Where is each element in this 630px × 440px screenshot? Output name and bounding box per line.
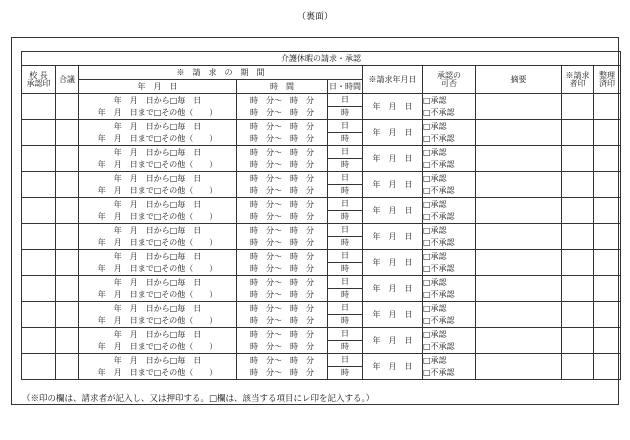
table-row — [22, 302, 621, 315]
consultation-cell[interactable] — [56, 302, 79, 328]
approval-cell[interactable] — [423, 224, 476, 250]
period-time-cell[interactable] — [237, 354, 328, 380]
summary-cell[interactable] — [476, 224, 562, 250]
time-line: 時 分～ 時 分 — [250, 95, 314, 105]
period-date-cell[interactable] — [79, 354, 237, 380]
record-seal-cell[interactable] — [594, 120, 621, 146]
table-row — [22, 224, 621, 237]
time-line: 時 分～ 時 分 — [250, 277, 314, 287]
request-date-cell[interactable]: 年 月 日 — [363, 94, 423, 120]
hour-unit-cell[interactable]: 時 — [328, 237, 363, 250]
principal-seal-cell[interactable] — [22, 120, 56, 146]
approval-cell[interactable] — [423, 172, 476, 198]
summary-cell[interactable] — [476, 354, 562, 380]
reject-checkbox[interactable]: □不承認 — [423, 211, 455, 221]
time-line: 時 分～ 時 分 — [250, 133, 314, 143]
reject-checkbox[interactable]: □不承認 — [423, 341, 455, 351]
consultation-cell[interactable] — [56, 94, 79, 120]
summary-cell[interactable] — [476, 276, 562, 302]
period-time-cell[interactable] — [237, 120, 328, 146]
period-date-cell[interactable] — [79, 94, 237, 120]
leave-request-table — [21, 51, 621, 380]
time-line: 時 分～ 時 分 — [250, 251, 314, 261]
consultation-cell[interactable] — [56, 120, 79, 146]
date-from-line: 年 月 日から□毎 日 — [113, 303, 202, 313]
day-unit-cell[interactable]: 日 — [328, 250, 363, 263]
date-from-line: 年 月 日から□毎 日 — [113, 95, 202, 105]
request-date-header: ※請求年月日 — [363, 66, 423, 94]
date-from-line: 年 月 日から□毎 日 — [113, 225, 202, 235]
requester-seal-cell[interactable] — [562, 224, 594, 250]
summary-cell[interactable] — [476, 250, 562, 276]
table-row — [22, 146, 621, 159]
date-from-line: 年 月 日から□毎 日 — [113, 329, 202, 339]
hour-unit-cell[interactable]: 時 — [328, 315, 363, 328]
date-to-line: 年 月 日まで□その他（ ） — [97, 367, 218, 377]
consultation-cell[interactable] — [56, 172, 79, 198]
approve-checkbox[interactable]: □承認 — [423, 225, 447, 235]
time-subheader: 時 間 — [237, 80, 328, 94]
approve-checkbox[interactable]: □承認 — [423, 355, 447, 365]
principal-seal-cell[interactable] — [22, 224, 56, 250]
date-from-line: 年 月 日から□毎 日 — [113, 147, 202, 157]
requester-seal-header: ※請求 者印 — [562, 66, 594, 94]
record-seal-header: 整理 済印 — [594, 66, 621, 94]
time-line: 時 分～ 時 分 — [250, 355, 314, 365]
request-date-cell[interactable]: 年 月 日 — [363, 276, 423, 302]
request-rows — [22, 94, 621, 380]
time-line: 時 分～ 時 分 — [250, 289, 314, 299]
time-line: 時 分～ 時 分 — [250, 329, 314, 339]
summary-cell[interactable] — [476, 94, 562, 120]
reject-checkbox[interactable]: □不承認 — [423, 315, 455, 325]
reject-checkbox[interactable]: □不承認 — [423, 367, 455, 377]
principal-seal-cell[interactable] — [22, 328, 56, 354]
reject-checkbox[interactable]: □不承認 — [423, 133, 455, 143]
time-line: 時 分～ 時 分 — [250, 315, 314, 325]
day-unit-cell[interactable]: 日 — [328, 302, 363, 315]
time-line: 時 分～ 時 分 — [250, 121, 314, 131]
day-unit-cell[interactable]: 日 — [328, 172, 363, 185]
period-date-cell[interactable] — [79, 302, 237, 328]
approval-cell[interactable] — [423, 198, 476, 224]
period-date-cell[interactable] — [79, 276, 237, 302]
date-to-line: 年 月 日まで□その他（ ） — [97, 133, 218, 143]
requester-seal-cell[interactable] — [562, 328, 594, 354]
time-line: 時 分～ 時 分 — [250, 341, 314, 351]
day-unit-cell[interactable]: 日 — [328, 328, 363, 341]
time-line: 時 分～ 時 分 — [250, 173, 314, 183]
summary-cell[interactable] — [476, 172, 562, 198]
period-time-cell[interactable] — [237, 172, 328, 198]
date-from-line: 年 月 日から□毎 日 — [113, 355, 202, 365]
hour-unit-cell[interactable]: 時 — [328, 185, 363, 198]
consultation-cell[interactable] — [56, 146, 79, 172]
approval-cell[interactable] — [423, 94, 476, 120]
approval-cell[interactable] — [423, 120, 476, 146]
approve-checkbox[interactable]: □承認 — [423, 251, 447, 261]
hour-unit-cell[interactable]: 時 — [328, 367, 363, 380]
date-from-line: 年 月 日から□毎 日 — [113, 277, 202, 287]
date-to-line: 年 月 日まで□その他（ ） — [97, 341, 218, 351]
day-unit-cell[interactable]: 日 — [328, 94, 363, 107]
page-label: （裏面） — [296, 12, 333, 22]
time-line: 時 分～ 時 分 — [250, 211, 314, 221]
date-from-line: 年 月 日から□毎 日 — [113, 199, 202, 209]
hour-unit-cell[interactable]: 時 — [328, 289, 363, 302]
requester-seal-cell[interactable] — [562, 172, 594, 198]
hour-unit-cell[interactable]: 時 — [328, 133, 363, 146]
period-time-cell[interactable] — [237, 328, 328, 354]
table-row — [22, 172, 621, 185]
day-unit-cell[interactable]: 日 — [328, 224, 363, 237]
time-line: 時 分～ 時 分 — [250, 367, 314, 377]
approve-checkbox[interactable]: □承認 — [423, 121, 447, 131]
time-line: 時 分～ 時 分 — [250, 263, 314, 273]
date-from-line: 年 月 日から□毎 日 — [113, 121, 202, 131]
record-seal-cell[interactable] — [594, 198, 621, 224]
summary-cell[interactable] — [476, 146, 562, 172]
period-time-cell[interactable] — [237, 94, 328, 120]
request-date-cell[interactable]: 年 月 日 — [363, 198, 423, 224]
record-seal-cell[interactable] — [594, 94, 621, 120]
principal-seal-cell[interactable] — [22, 354, 56, 380]
period-time-cell[interactable] — [237, 146, 328, 172]
request-date-cell[interactable]: 年 月 日 — [363, 120, 423, 146]
table-row — [22, 354, 621, 367]
principal-seal-cell[interactable] — [22, 172, 56, 198]
period-date-cell[interactable] — [79, 172, 237, 198]
date-to-line: 年 月 日まで□その他（ ） — [97, 237, 218, 247]
date-to-line: 年 月 日まで□その他（ ） — [97, 159, 218, 169]
day-unit-cell[interactable]: 日 — [328, 146, 363, 159]
period-date-cell[interactable] — [79, 328, 237, 354]
request-date-cell[interactable]: 年 月 日 — [363, 328, 423, 354]
period-header: ※ 請 求 の 期 間 — [79, 66, 363, 80]
period-date-cell[interactable] — [79, 224, 237, 250]
summary-cell[interactable] — [476, 198, 562, 224]
hour-unit-cell[interactable]: 時 — [328, 263, 363, 276]
principal-seal-header: 校 長 承認印 — [22, 66, 56, 94]
record-seal-cell[interactable] — [594, 276, 621, 302]
time-line: 時 分～ 時 分 — [250, 225, 314, 235]
requester-seal-cell[interactable] — [562, 354, 594, 380]
record-seal-cell[interactable] — [594, 328, 621, 354]
day-unit-cell[interactable]: 日 — [328, 354, 363, 367]
consultation-cell[interactable] — [56, 224, 79, 250]
summary-cell[interactable] — [476, 328, 562, 354]
approval-header: 承認の 可否 — [423, 66, 476, 94]
requester-seal-cell[interactable] — [562, 250, 594, 276]
hour-unit-cell[interactable]: 時 — [328, 107, 363, 120]
time-line: 時 分～ 時 分 — [250, 107, 314, 117]
requester-seal-cell[interactable] — [562, 120, 594, 146]
footnote: （※印の欄は、請求者が記入し、又は押印する。□欄は、該当する項目にレ印を記入する。） — [22, 394, 375, 404]
time-line: 時 分～ 時 分 — [250, 159, 314, 169]
record-seal-cell[interactable] — [594, 146, 621, 172]
date-to-line: 年 月 日まで□その他（ ） — [97, 211, 218, 221]
period-time-cell[interactable] — [237, 250, 328, 276]
principal-seal-cell[interactable] — [22, 146, 56, 172]
principal-seal-cell[interactable] — [22, 198, 56, 224]
requester-seal-cell[interactable] — [562, 94, 594, 120]
consultation-cell[interactable] — [56, 354, 79, 380]
period-date-cell[interactable] — [79, 198, 237, 224]
summary-header: 摘要 — [476, 66, 562, 94]
date-to-line: 年 月 日まで□その他（ ） — [97, 289, 218, 299]
day-unit-cell[interactable]: 日 — [328, 120, 363, 133]
consultation-cell[interactable] — [56, 276, 79, 302]
request-date-cell[interactable]: 年 月 日 — [363, 302, 423, 328]
request-date-cell[interactable]: 年 月 日 — [363, 224, 423, 250]
principal-seal-cell[interactable] — [22, 302, 56, 328]
requester-seal-cell[interactable] — [562, 302, 594, 328]
table-row — [22, 276, 621, 289]
request-date-cell[interactable]: 年 月 日 — [363, 146, 423, 172]
table-title: 介護休暇の請求・承認 — [22, 52, 621, 66]
date-to-line: 年 月 日まで□その他（ ） — [97, 185, 218, 195]
date-to-line: 年 月 日まで□その他（ ） — [97, 315, 218, 325]
time-line: 時 分～ 時 分 — [250, 185, 314, 195]
request-date-cell[interactable]: 年 月 日 — [363, 172, 423, 198]
reject-checkbox[interactable]: □不承認 — [423, 289, 455, 299]
date-from-line: 年 月 日から□毎 日 — [113, 251, 202, 261]
reject-checkbox[interactable]: □不承認 — [423, 263, 455, 273]
record-seal-cell[interactable] — [594, 250, 621, 276]
approval-cell[interactable] — [423, 250, 476, 276]
period-time-cell[interactable] — [237, 198, 328, 224]
consultation-cell[interactable] — [56, 250, 79, 276]
date-from-line: 年 月 日から□毎 日 — [113, 173, 202, 183]
time-line: 時 分～ 時 分 — [250, 303, 314, 313]
period-date-cell[interactable] — [79, 120, 237, 146]
time-line: 時 分～ 時 分 — [250, 237, 314, 247]
time-line: 時 分～ 時 分 — [250, 147, 314, 157]
date-to-line: 年 月 日まで□その他（ ） — [97, 263, 218, 273]
period-date-cell[interactable] — [79, 146, 237, 172]
approval-cell[interactable] — [423, 302, 476, 328]
time-line: 時 分～ 時 分 — [250, 199, 314, 209]
consultation-cell[interactable] — [56, 198, 79, 224]
requester-seal-cell[interactable] — [562, 276, 594, 302]
day-unit-cell[interactable]: 日 — [328, 198, 363, 211]
table-row — [22, 120, 621, 133]
approve-checkbox[interactable]: □承認 — [423, 199, 447, 209]
hour-unit-cell[interactable]: 時 — [328, 211, 363, 224]
principal-seal-cell[interactable] — [22, 94, 56, 120]
date-to-line: 年 月 日まで□その他（ ） — [97, 107, 218, 117]
summary-cell[interactable] — [476, 302, 562, 328]
date-subheader: 年 月 日 — [79, 80, 237, 94]
request-date-cell[interactable]: 年 月 日 — [363, 250, 423, 276]
period-time-cell[interactable] — [237, 224, 328, 250]
consultation-cell[interactable] — [56, 328, 79, 354]
approve-checkbox[interactable]: □承認 — [423, 303, 447, 313]
approve-checkbox[interactable]: □承認 — [423, 95, 447, 105]
reject-checkbox[interactable]: □不承認 — [423, 185, 455, 195]
hour-unit-cell[interactable]: 時 — [328, 341, 363, 354]
summary-cell[interactable] — [476, 120, 562, 146]
approve-checkbox[interactable]: □承認 — [423, 173, 447, 183]
requester-seal-cell[interactable] — [562, 198, 594, 224]
principal-seal-cell[interactable] — [22, 276, 56, 302]
approve-checkbox[interactable]: □承認 — [423, 329, 447, 339]
reject-checkbox[interactable]: □不承認 — [423, 159, 455, 169]
reject-checkbox[interactable]: □不承認 — [423, 237, 455, 247]
table-row — [22, 94, 621, 107]
principal-seal-cell[interactable] — [22, 250, 56, 276]
period-time-cell[interactable] — [237, 302, 328, 328]
period-time-cell[interactable] — [237, 276, 328, 302]
approval-cell[interactable] — [423, 328, 476, 354]
table-row — [22, 328, 621, 341]
table-row — [22, 198, 621, 211]
table-row — [22, 250, 621, 263]
approval-cell[interactable] — [423, 276, 476, 302]
approval-cell[interactable] — [423, 354, 476, 380]
reject-checkbox[interactable]: □不承認 — [423, 107, 455, 117]
period-date-cell[interactable] — [79, 250, 237, 276]
consultation-header: 合議 — [56, 66, 79, 94]
record-seal-cell[interactable] — [594, 224, 621, 250]
approval-cell[interactable] — [423, 146, 476, 172]
record-seal-cell[interactable] — [594, 302, 621, 328]
approve-checkbox[interactable]: □承認 — [423, 147, 447, 157]
record-seal-cell[interactable] — [594, 172, 621, 198]
hour-unit-cell[interactable]: 時 — [328, 159, 363, 172]
request-date-cell[interactable]: 年 月 日 — [363, 354, 423, 380]
approve-checkbox[interactable]: □承認 — [423, 277, 447, 287]
day-time-subheader: 日・時間 — [328, 80, 363, 94]
requester-seal-cell[interactable] — [562, 146, 594, 172]
record-seal-cell[interactable] — [594, 354, 621, 380]
day-unit-cell[interactable]: 日 — [328, 276, 363, 289]
